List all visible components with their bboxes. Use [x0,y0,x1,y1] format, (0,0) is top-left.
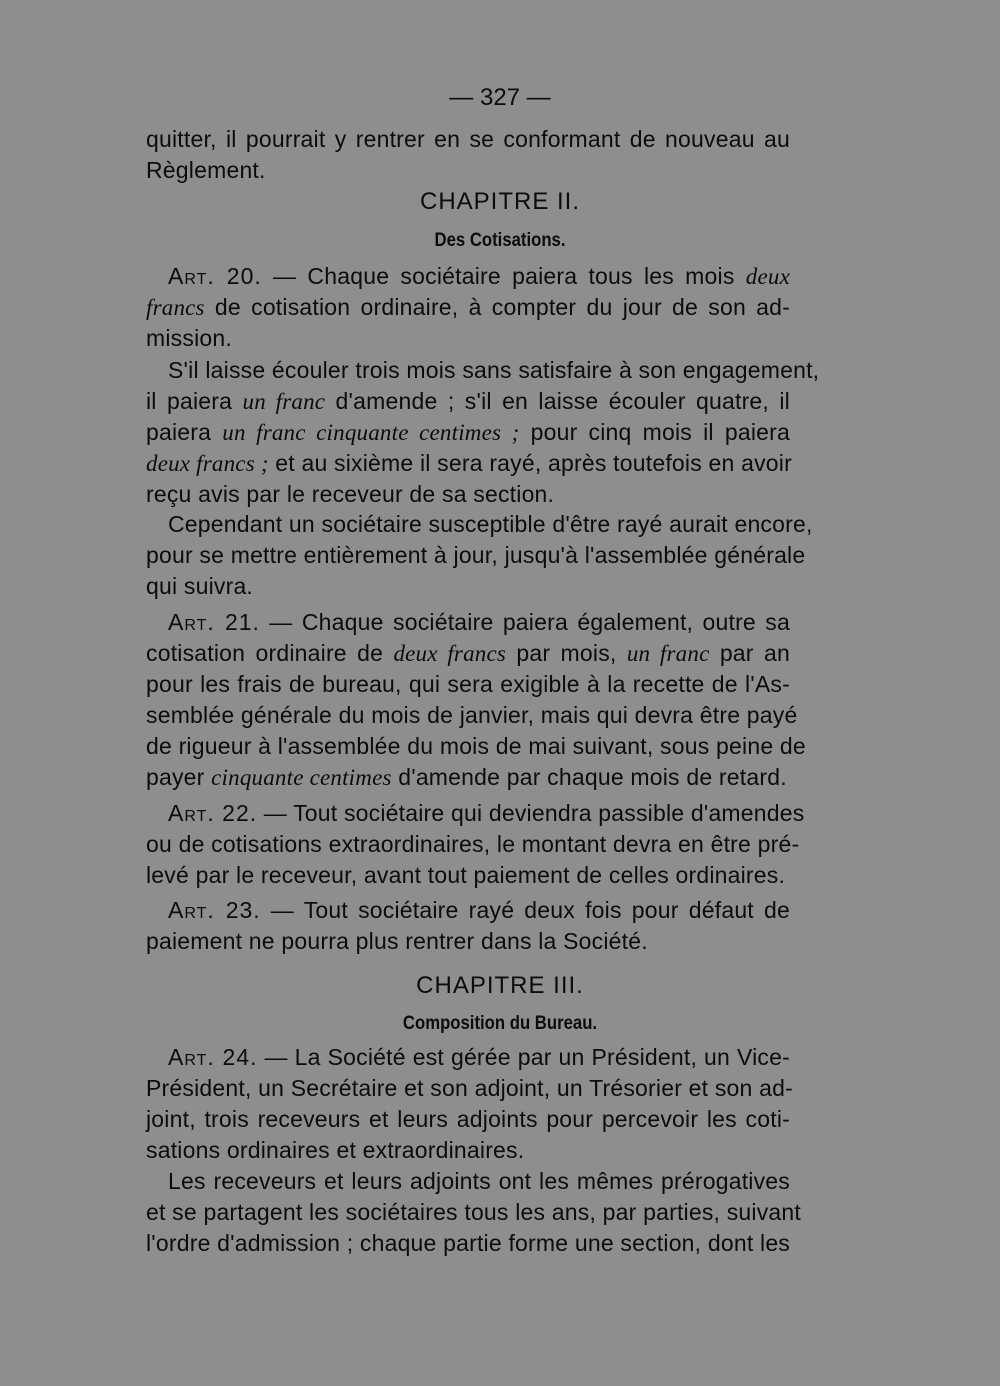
text-line: semblée générale du mois de janvier, mais qui devra être payé [146,702,798,728]
text-line: Règlement. [146,157,266,183]
article-21 [146,607,806,793]
italic-span: deux francs ; [146,451,269,476]
text-line [146,638,790,669]
text-line: de rigueur à l'assemblée du mois de mai suivant, sous peine de [146,733,806,759]
text-span: et au sixième il sera rayé, après toutefois en avoir [268,450,792,476]
text-span: par mois, [506,640,627,666]
text-span: paiera [146,419,223,445]
page-number: — 327 — [449,84,551,111]
text-line: S'il laisse écouler trois mois sans satisfaire à son engagement, [168,357,820,383]
text-line: ou de cotisations extraordinaires, le montant devra en être pré- [146,831,800,857]
chapter-3-subtitle: Composition du Bureau. [402,1013,598,1034]
text-span: pour cinq mois il paiera [519,419,790,445]
text-line: mission. [146,325,232,351]
italic-span: deux [745,264,790,289]
text-span: — La Société est gérée par un Président, un Vice- [257,1044,790,1070]
text-span: — Tout sociétaire qui deviendra passible d'amendes [257,800,805,826]
paragraph-cependant [146,509,813,602]
text-line: Les receveurs et leurs adjoints ont les mêmes prérogatives [168,1168,790,1194]
text-line: reçu avis par le receveur de sa section. [146,481,555,507]
text-line: pour les frais de bureau, qui sera exigible à la recette de l'As- [146,671,790,697]
italic-span: un franc [242,389,326,414]
text-line: paiement ne pourra plus rentrer dans la Société. [146,928,648,954]
text-span: — Tout sociétaire rayé deux fois pour défaut de [260,897,790,923]
article-label: Art. 21. [168,609,260,635]
text-span: cotisation ordinaire de [146,640,394,666]
text-line: sations ordinaires et extraordinaires. [146,1137,525,1163]
text-line: qui suivra. [146,573,254,599]
chapter-2-subtitle: Des Cotisations. [434,230,566,251]
text-line: Président, un Secrétaire et son adjoint, un Trésorier et son ad- [146,1075,793,1101]
article-23 [146,895,790,957]
text-span: d'amende ; s'il en laisse écouler quatre, il [325,388,790,414]
article-label: Art. 22. [168,800,258,826]
text-span: par an [709,640,790,666]
italic-span: un franc cinquante centimes ; [222,420,520,445]
text-span: — Chaque sociétaire paiera également, outre sa [259,609,790,635]
text-line [146,1042,790,1073]
text-line [146,417,790,448]
text-line [146,798,805,829]
chapter-3-title: CHAPITRE III. [416,972,584,999]
text-line [146,895,790,926]
text-line [146,762,790,793]
paragraph-receveurs [146,1166,801,1259]
text-span: il paiera [146,388,243,414]
text-span: payer [146,764,212,790]
text-line: l'ordre d'admission ; chaque partie forme une section, dont les [146,1230,791,1256]
text-line: joint, trois receveurs et leurs adjoints pour percevoir les coti- [146,1106,790,1132]
article-label: Art. 24. [168,1044,258,1070]
article-label: Art. 20. [168,263,262,289]
text-span: de cotisation ordinaire, à compter du jour de son ad- [204,294,790,320]
intro-paragraph [146,124,790,186]
article-24 [146,1042,793,1166]
italic-span: deux francs [393,641,507,666]
text-line: quitter, il pourrait y rentrer en se conformant de nouveau au [146,126,790,152]
article-20 [146,261,790,354]
paragraph-laisse [146,355,820,510]
text-line [146,292,790,323]
chapter-2-title: CHAPITRE II. [419,188,581,215]
text-line [146,261,790,292]
text-line: Cependant un sociétaire susceptible d'être rayé aurait encore, [168,511,813,537]
article-22 [146,798,805,891]
text-line: pour se mettre entièrement à jour, jusqu'à l'assemblée générale [146,542,806,568]
text-line [146,607,790,638]
italic-span: un franc [626,641,710,666]
text-line: levé par le receveur, avant tout paiement de celles ordinaires. [146,862,786,888]
text-span: d'amende par chaque mois de retard. [391,764,787,790]
italic-span: cinquante centimes [211,765,392,790]
text-line [146,386,790,417]
italic-span: francs [146,295,205,320]
text-line [146,448,790,479]
article-label: Art. 23. [168,897,261,923]
text-line: et se partagent les sociétaires tous les ans, par parties, suivant [146,1199,801,1225]
text-span: — Chaque sociétaire paiera tous les mois [261,263,746,289]
